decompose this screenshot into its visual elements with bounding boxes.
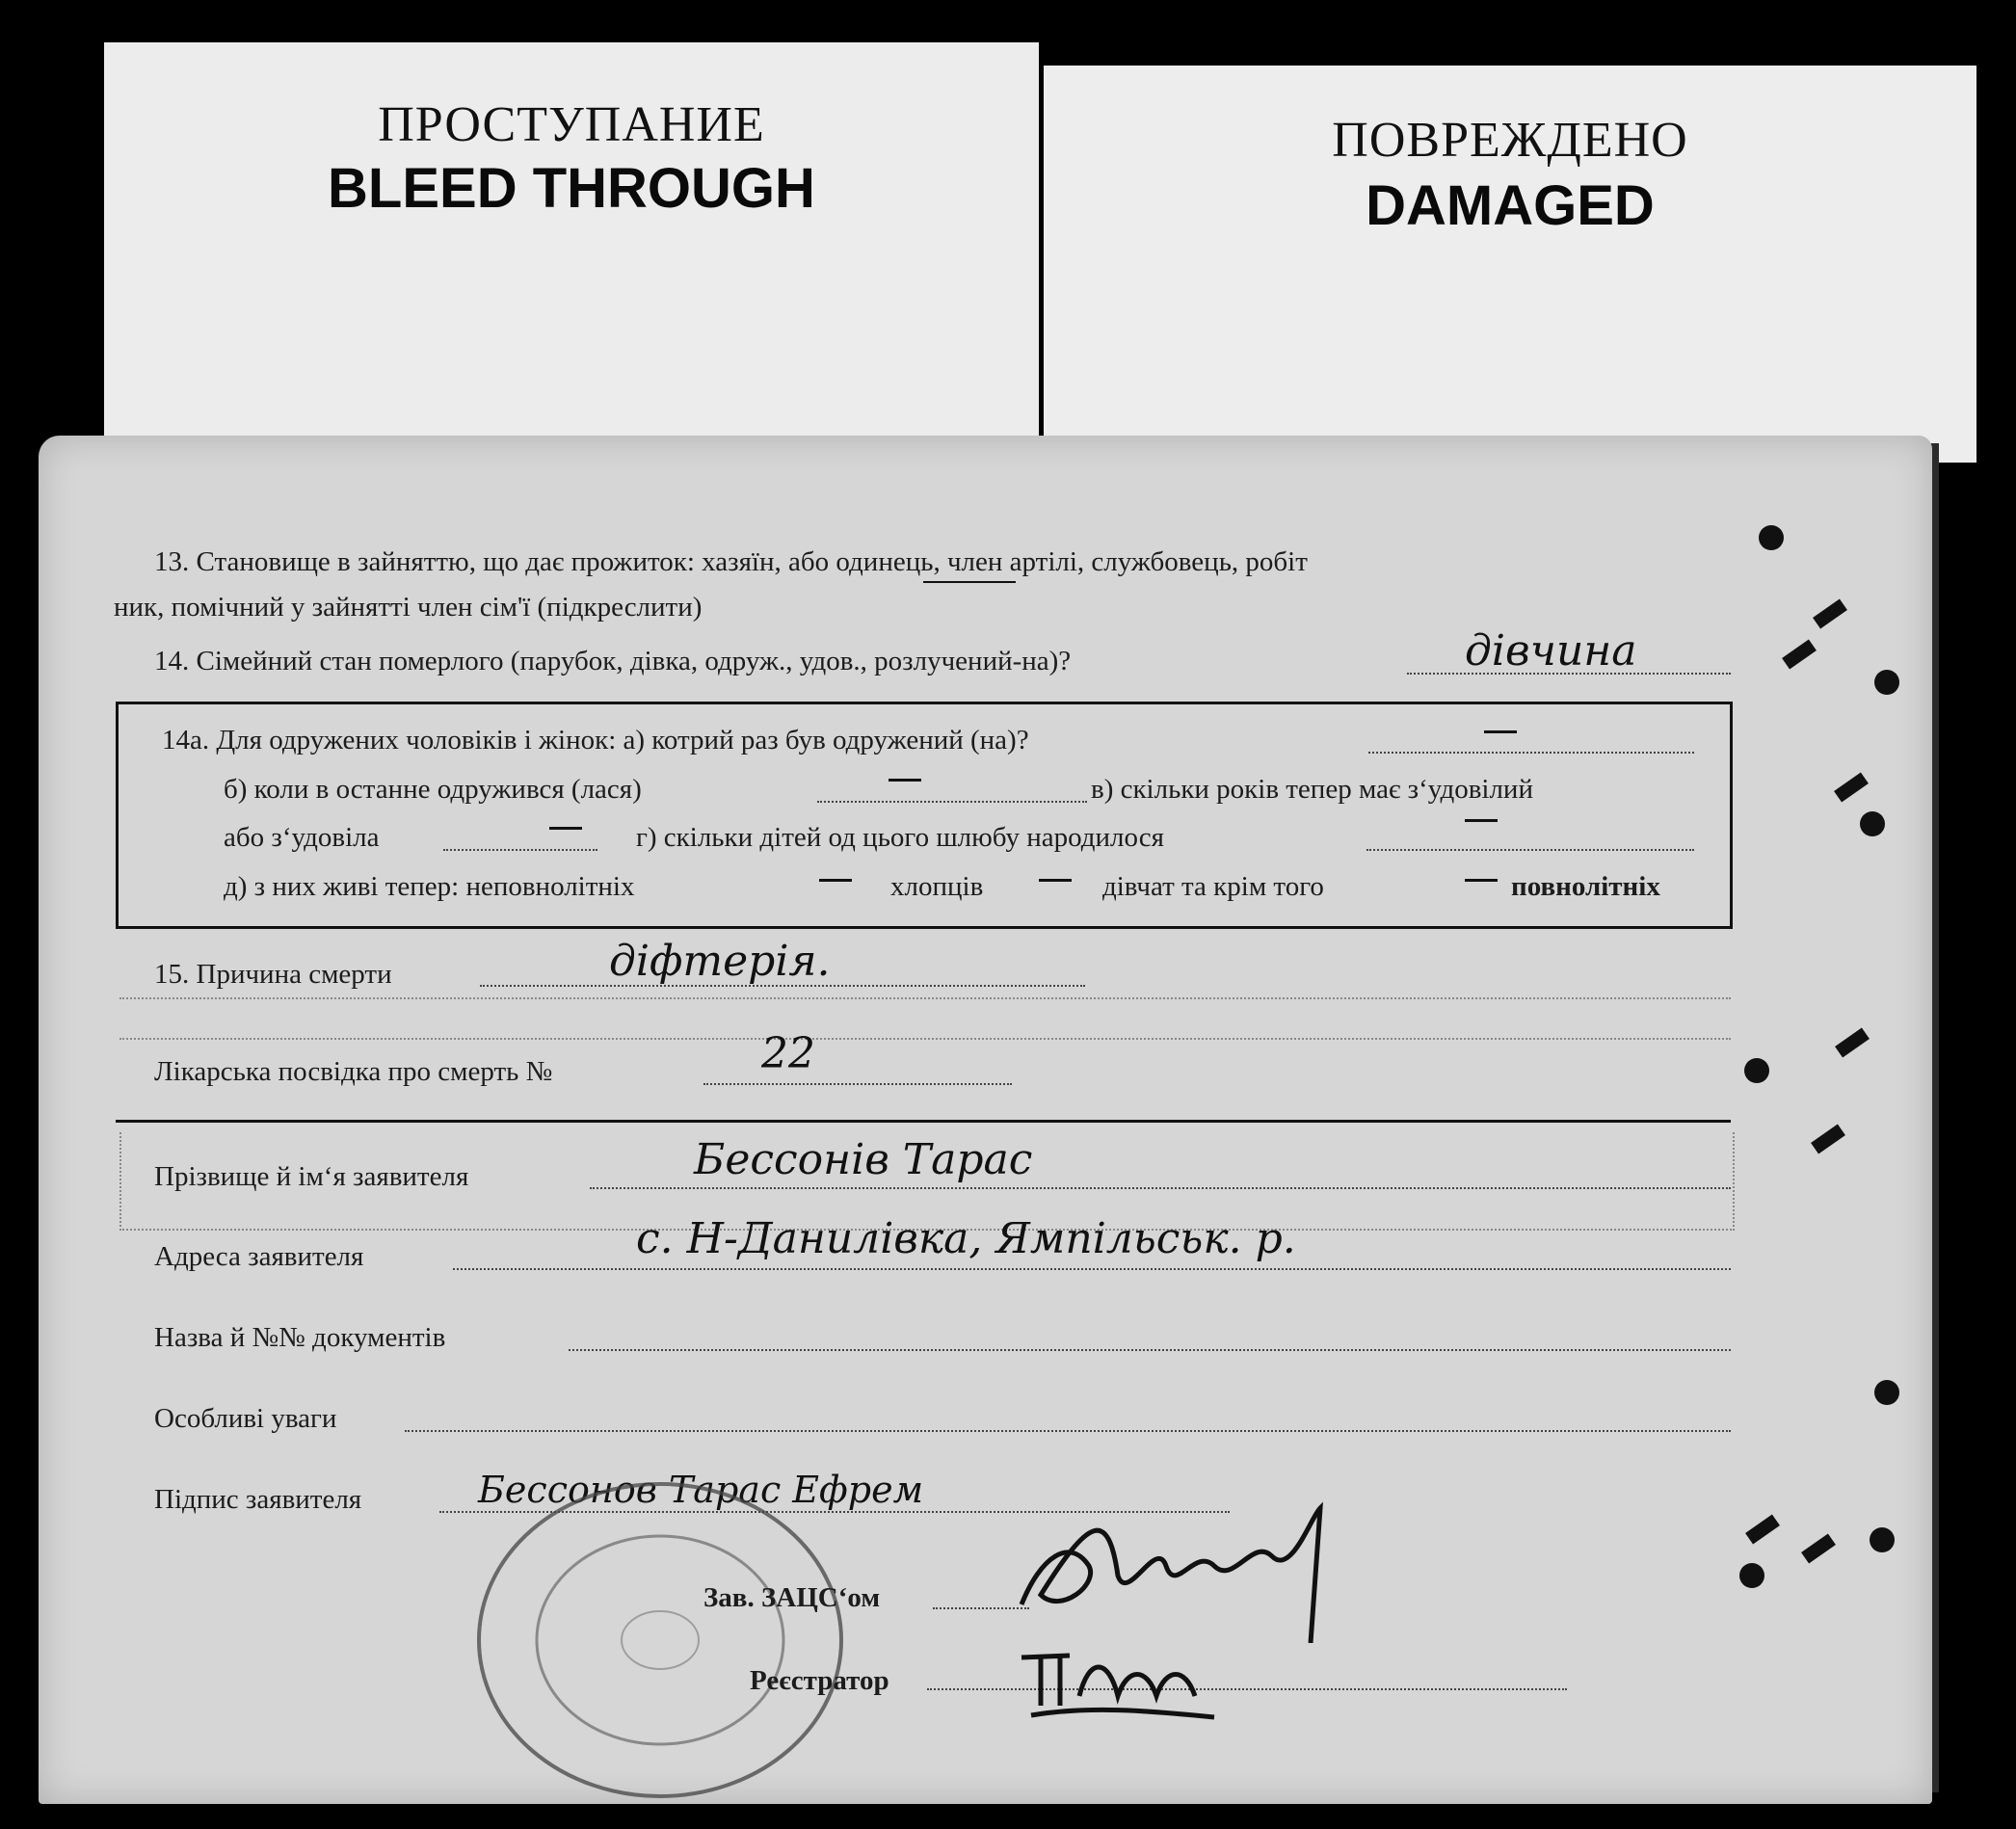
item13-line2: ник, помічний у зайнятті член сім'ї (підкреслити) (114, 592, 703, 623)
signature-label: Підпис заявителя (154, 1484, 362, 1515)
punch-hole (1759, 525, 1784, 550)
damaged-ru: ПОВРЕЖДЕНО (1332, 113, 1688, 168)
punch-hole (1870, 1527, 1895, 1552)
damaged-en: DAMAGED (1366, 174, 1655, 237)
registrar-label: Реєстратор (750, 1665, 889, 1696)
bleed-through-card (104, 42, 1039, 447)
underline-khazyain (923, 581, 1016, 583)
item14a-d1-label: д) з них живі тепер: неповнолітніх (224, 871, 635, 902)
item14a-g-dots (1366, 849, 1694, 851)
remarks-dots (405, 1430, 1731, 1432)
damaged-card (1044, 66, 1976, 463)
punch-hole (1860, 811, 1885, 836)
item14a-d2-label: хлопців (890, 871, 984, 902)
applicant-name-value: Бессонів Тарас (694, 1135, 1033, 1184)
certificate-dots (703, 1083, 1012, 1085)
item14a-g-label: г) скільки дітей од цього шлюбу народилося (636, 822, 1164, 853)
item14a-v-label: в) скільки років тепер має з‘удовілий (1091, 774, 1533, 805)
official-stamp (472, 1476, 848, 1804)
punch-hole (1874, 1380, 1899, 1405)
item14a-v2-label: або з‘удовіла (224, 822, 380, 853)
applicant-name-dots (590, 1187, 1731, 1189)
item14a-b-label: б) коли в останне одружився (лася) (224, 774, 642, 805)
certificate-label: Лікарська посвідка про смерть № (154, 1056, 553, 1087)
item14a-line1: 14а. Для одружених чоловіків і жінок: а) котрий раз був одружений (на)? (162, 725, 1029, 755)
item14a-g-dash (1465, 819, 1498, 822)
applicant-name-label: Прізвище й ім‘я заявителя (154, 1161, 469, 1192)
punch-hole (1739, 1563, 1764, 1588)
item14a-d2-dash (1039, 879, 1072, 882)
item15-value: діфтерія. (609, 937, 831, 986)
punch-hole (1874, 670, 1899, 695)
documents-dots (569, 1349, 1731, 1351)
applicant-address-dots (453, 1268, 1731, 1270)
item14a-b-dots (817, 801, 1087, 803)
faint-line-1 (119, 997, 1731, 1040)
registrar-signature (1012, 1638, 1224, 1725)
bleed-through-en: BLEED THROUGH (328, 157, 815, 220)
item14a-d1-dash (819, 879, 852, 882)
item14a-b-dash (889, 779, 921, 782)
applicant-address-label: Адреса заявителя (154, 1241, 364, 1272)
item14a-a-dash (1484, 730, 1517, 733)
certificate-no: 22 (761, 1029, 815, 1078)
item15-label: 15. Причина смерти (154, 959, 392, 990)
punch-hole (1744, 1058, 1769, 1083)
item14a-d3-dash (1465, 879, 1498, 882)
applicant-address-value: с. Н-Данилівка, Ямпільськ. р. (636, 1214, 1296, 1263)
bleed-through-ru: ПРОСТУПАНИЕ (378, 97, 765, 152)
item14a-v-dash (549, 827, 582, 830)
applicant-signature: Бессонов Тарас Ефрем (478, 1469, 924, 1511)
item13-line1: 13. Становище в зайняттю, що дає прожиток: хазяїн, або одинець, член артілі, службовець, робіт (154, 546, 1308, 577)
head-label: Зав. ЗАЦС‘ом (703, 1582, 881, 1613)
item14-label: 14. Сімейний стан померлого (парубок, дівка, одруж., удов., розлучений-на)? (154, 646, 1072, 676)
section-divider (116, 1120, 1731, 1123)
item14a-d3-label: дівчат та крім того (1102, 871, 1324, 902)
documents-label: Назва й №№ документів (154, 1322, 446, 1353)
head-signature (1002, 1498, 1349, 1643)
item14-value: дівчина (1465, 626, 1637, 676)
item14a-v-dots (443, 849, 597, 851)
item14a-d4-label: повнолітніх (1511, 871, 1660, 902)
item14a-a-dots (1368, 752, 1694, 754)
remarks-label: Особливі уваги (154, 1403, 337, 1434)
